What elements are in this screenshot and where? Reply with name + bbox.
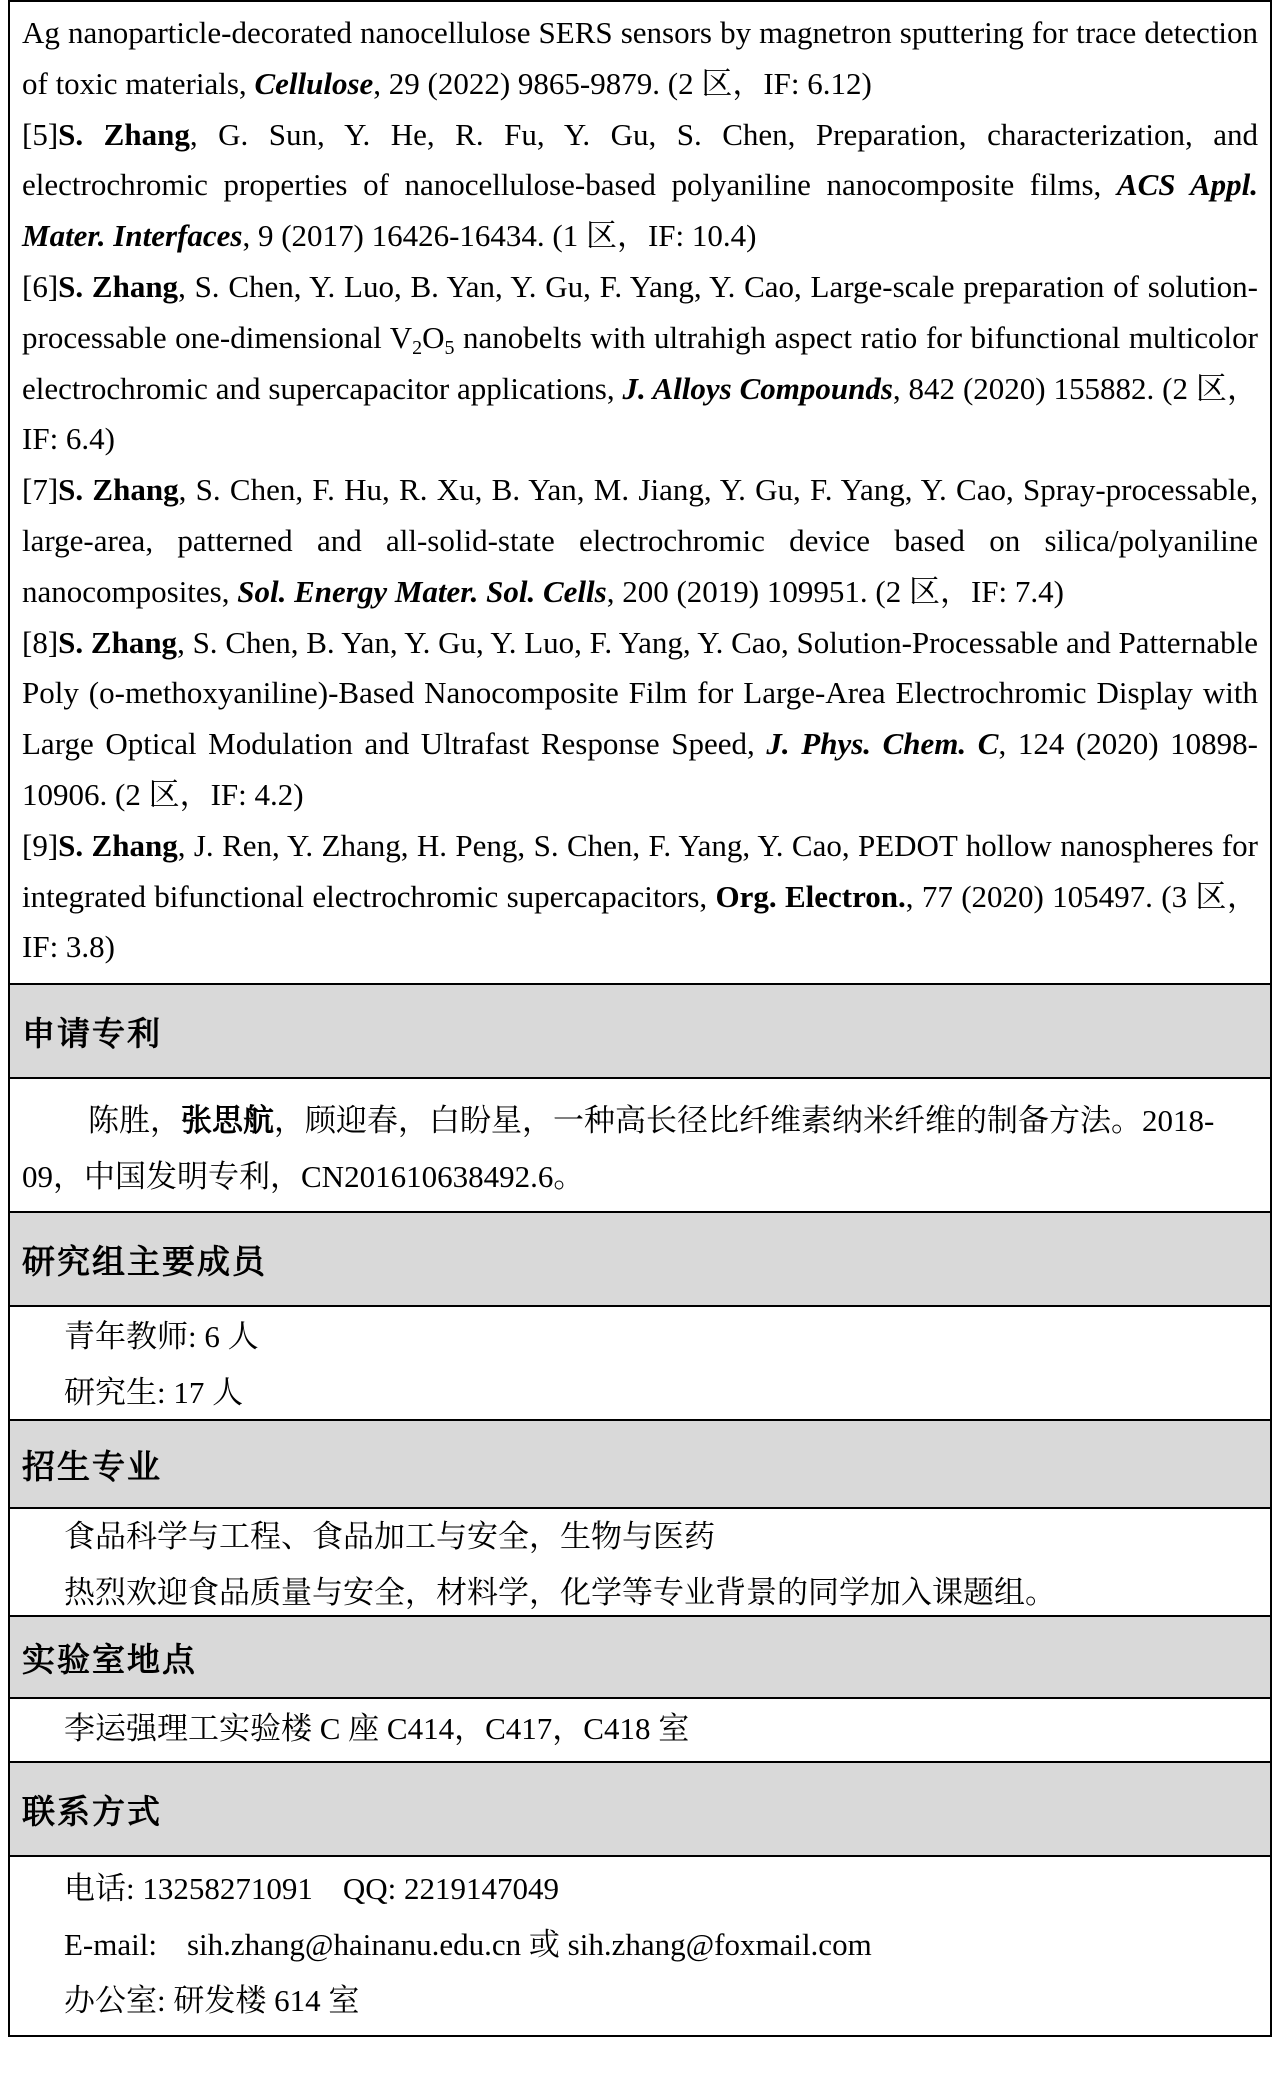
publication-citation: , 200 (2019) 109951. (2 区，IF: 7.4) <box>606 573 1064 609</box>
journal-name: Org. Electron. <box>715 878 906 914</box>
subscript: 5 <box>444 336 455 359</box>
members-students: 研究生: 17 人 <box>64 1375 244 1411</box>
members-teachers: 青年教师: 6 人 <box>64 1319 259 1355</box>
publication-text: nanobelts with ultrahigh aspect ratio for bifunctional multicolor electrochromic and supercapacitor applications, <box>22 319 1258 406</box>
patent-entry <box>22 1093 1258 1205</box>
publication-citation: , 77 (2020) 105497. (3 区，IF: 3.8) <box>22 878 1258 965</box>
lab-heading: 实验室地点 <box>8 1617 1272 1699</box>
publication-text: , S. Chen, B. Yan, Y. Gu, Y. Luo, F. Yang, Y. Cao, Solution-Processable and Patternable Poly (o-methoxyaniline)-Based Nanocomposite Film for Large-Area Electrochromic Display with Large Optical Modulation and Ultrafast Response Speed, <box>22 624 1258 762</box>
publication-number: [9] <box>22 827 59 863</box>
highlighted-author: 张思航 <box>181 1103 274 1139</box>
publication-text: , J. Ren, Y. Zhang, H. Peng, S. Chen, F. Yang, Y. Cao, PEDOT hollow nanospheres for integrated bifunctional electrochromic supercapacitors, <box>22 827 1258 914</box>
contact-office: 办公室: 研发楼 614 室 <box>64 1983 360 2019</box>
lab-section <box>8 1699 1272 1763</box>
lab-location: 李运强理工实验楼 C 座 C414，C417，C418 室 <box>64 1711 690 1747</box>
patent-authors-pre: 陈胜， <box>88 1103 181 1139</box>
members-heading: 研究组主要成员 <box>8 1213 1272 1307</box>
journal-name: J. Phys. Chem. C <box>766 726 999 762</box>
publication-entry-6 <box>22 262 1258 465</box>
publications-section <box>8 0 1272 985</box>
patent-details: ，顾迎春，白盼星，一种高长径比纤维素纳米纤维的制备方法。2018-09，中国发明专利，CN201610638492.6。 <box>22 1103 1215 1195</box>
publication-text: , S. Chen, F. Hu, R. Xu, B. Yan, M. Jiang, Y. Gu, F. Yang, Y. Cao, Spray-processable, large-area, patterned and all-solid-state electrochromic device based on silica/polyaniline nanocomposites, <box>22 472 1258 609</box>
publication-number: [5] <box>22 116 59 152</box>
contact-email-line <box>22 1917 1258 1973</box>
highlighted-author: S. Zhang <box>58 268 179 304</box>
publication-entry-9 <box>22 821 1258 973</box>
formula-text: O <box>422 319 445 355</box>
email-separator: 或 <box>528 1927 560 1963</box>
email-link-secondary[interactable]: sih.zhang@foxmail.com <box>567 1927 872 1963</box>
publication-text: , G. Sun, Y. He, R. Fu, Y. Gu, S. Chen, Preparation, characterization, and electrochromic properties of nanocellulose-based polyaniline nanocomposite films, <box>22 116 1258 203</box>
journal-name: Sol. Energy Mater. Sol. Cells <box>237 573 607 609</box>
highlighted-author: S. Zhang <box>58 827 178 863</box>
publication-entry-5 <box>22 110 1258 262</box>
email-label: E-mail: <box>64 1927 157 1963</box>
publication-citation: , 9 (2017) 16426-16434. (1 区，IF: 10.4) <box>242 218 757 254</box>
publication-entry-7 <box>22 465 1258 617</box>
publication-entry-8 <box>22 618 1258 821</box>
publication-text: , S. Chen, Y. Luo, B. Yan, Y. Gu, F. Yang, Y. Cao, Large-scale preparation of solution-processable one-dimensional V <box>22 268 1258 355</box>
document-page <box>8 0 1272 2037</box>
publication-citation: , 124 (2020) 10898-10906. (2 区，IF: 4.2) <box>22 726 1259 812</box>
majors-heading: 招生专业 <box>8 1421 1272 1509</box>
publication-number: [6] <box>22 268 59 304</box>
contact-heading: 联系方式 <box>8 1763 1272 1857</box>
contact-phone-line <box>22 1861 1258 1917</box>
email-link-primary[interactable]: sih.zhang@hainanu.edu.cn <box>186 1927 522 1963</box>
publication-number: [8] <box>22 624 59 660</box>
journal-name: ACS Appl. Mater. Interfaces <box>22 167 1258 254</box>
publication-entry-4 <box>22 8 1258 110</box>
patent-heading: 申请专利 <box>8 985 1272 1079</box>
journal-name: Cellulose <box>254 65 374 101</box>
majors-list: 食品科学与工程、食品加工与安全，生物与医药 <box>64 1519 715 1555</box>
subscript: 2 <box>412 336 423 359</box>
highlighted-author: S. Zhang <box>58 472 179 508</box>
journal-name: J. Alloys Compounds <box>622 370 893 406</box>
contact-section <box>8 1857 1272 2037</box>
majors-section <box>8 1509 1272 1617</box>
publication-citation: , 29 (2022) 9865-9879. (2 区，IF: 6.12) <box>373 65 872 101</box>
majors-welcome: 热烈欢迎食品质量与安全，材料学，化学等专业背景的同学加入课题组。 <box>64 1575 1056 1611</box>
publication-text: Ag nanoparticle-decorated nanocellulose SERS sensors by magnetron sputtering for trace detection of toxic materials, <box>22 15 1258 101</box>
highlighted-author: S. Zhang <box>58 624 178 660</box>
qq-number: QQ: 2219147049 <box>342 1871 560 1907</box>
members-section <box>8 1307 1272 1421</box>
patent-section <box>8 1079 1272 1213</box>
publication-number: [7] <box>22 472 59 508</box>
phone-number: 电话: 13258271091 <box>64 1871 313 1907</box>
highlighted-author: S. Zhang <box>58 116 190 152</box>
publication-citation: , 842 (2020) 155882. (2 区，IF: 6.4) <box>22 370 1258 457</box>
